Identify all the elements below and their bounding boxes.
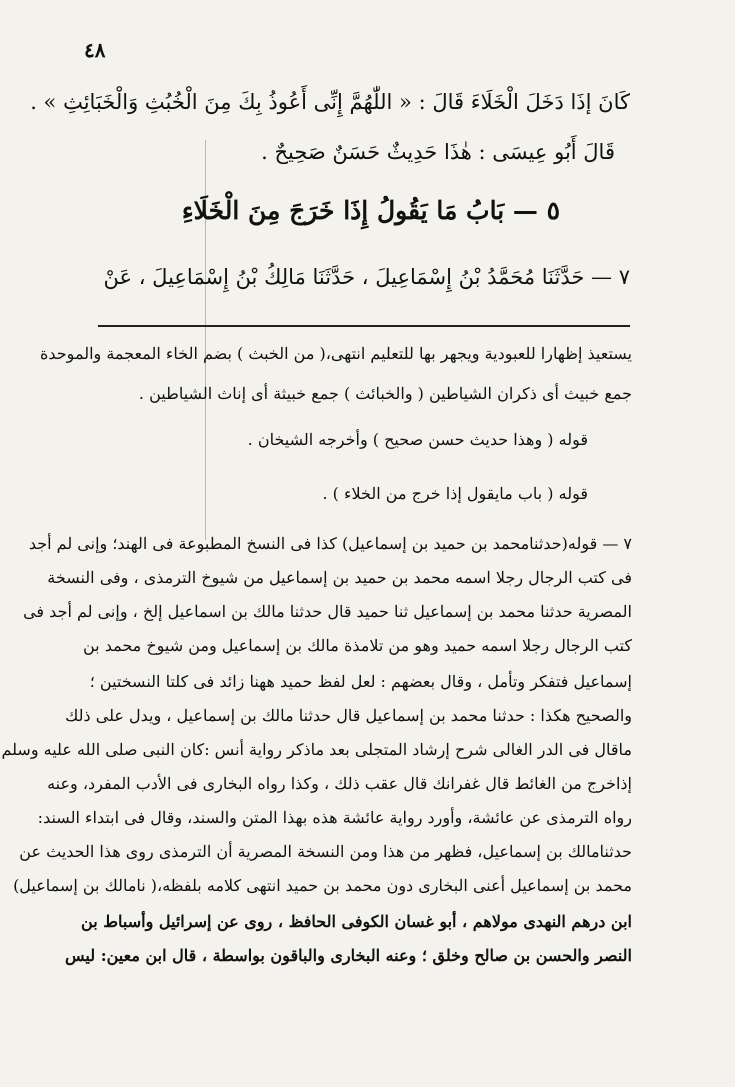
commentary-line: والصحيح هكذا : حدثنا محمد بن إسماعيل قال حدثنا مالك بن إسماعيل ، ويدل على ذلك	[65, 706, 632, 725]
commentary-line: يستعيذ إظهارا للعبودية ويجهر بها للتعليم انتهى،( من الخبث ) بضم الخاء المعجمة والموحدة	[40, 344, 632, 363]
commentary-line: محمد بن إسماعيل أعنى البخارى دون محمد بن حميد انتهى كلامه بلفظه،( نامالك بن إسماعيل)	[13, 876, 632, 895]
commentary-line: إسماعيل فتفكر وتأمل ، وقال بعضهم : لعل لفظ حميد ههنا زائد فى كلتا النسختين ؛	[89, 672, 632, 691]
commentary-line: فى كتب الرجال رجلا اسمه محمد بن حميد بن إسماعيل من شيوخ الترمذى ، وفى النسخة	[47, 568, 632, 587]
commentary-line: حدثنامالك بن إسماعيل، فظهر من هذا ومن النسخة المصرية أن الترمذى روى هذا الحديث عن	[19, 842, 632, 861]
chapter-heading: ٥ — بَابُ مَا يَقُولُ إِذَا خَرَجَ مِنَ الْخَلَاءِ	[181, 196, 560, 225]
hadith-isnad-line: ٧ — حَدَّثَنَا مُحَمَّدُ بْنُ إِسْمَاعِيلَ ، حَدَّثَنَا مَالِكُ بْنُ إِسْمَاعِيلَ ، عَنْ	[103, 265, 630, 289]
commentary-line: ابن درهم النهدى مولاهم ، أبو غسان الكوفى الحافظ ، روى عن إسرائيل وأسباط بن	[81, 912, 632, 931]
commentary-line: المصرية حدثنا محمد بن إسماعيل ثنا حميد قال حدثنا مالك بن اسماعيل إلخ ، وإنى لم أجد فى	[23, 602, 632, 621]
commentary-line: رواه الترمذى عن عائشة، وأورد رواية عائشة هذه بهذا المتن والسند، وقال فى ابتداء السند:	[37, 808, 632, 827]
hadith-grading-line: قَالَ أَبُو عِيسَى : هٰذَا حَدِيثٌ حَسَنٌ صَحِيحٌ .	[261, 140, 615, 164]
commentary-line: قوله ( باب مايقول إذا خرج من الخلاء ) .	[322, 484, 588, 503]
commentary-line: النصر والحسن بن صالح وخلق ؛ وعنه البخارى والباقون بواسطة ، قال ابن معين: ليس	[65, 946, 632, 965]
commentary-line: كتب الرجال رجلا اسمه حميد وهو من تلامذة مالك بن إسماعيل ومن شيوخ محمد بن	[82, 636, 632, 655]
commentary-line: جمع خبيث أى ذكران الشياطين ( والخبائث ) جمع خبيثة أى إناث الشياطين .	[138, 384, 632, 403]
footnote-divider	[98, 325, 630, 327]
page-number: ٤٨	[84, 38, 106, 62]
commentary-line: إذاخرج من الغائط قال غفرانك قال عقب ذلك ، وكذا رواه البخارى فى الأدب المفرد، وعنه	[47, 774, 632, 793]
commentary-line: قوله ( وهذا حديث حسن صحيح ) وأخرجه الشيخان .	[247, 430, 588, 449]
hadith-text-line-1: كَانَ إذَا دَخَلَ الْخَلَاءَ قَالَ : « اللّٰهُمَّ إِنِّى أَعُوذُ بِكَ مِنَ الْخُبُثِ وَالْخَبَائِثِ » .	[30, 90, 630, 114]
commentary-line: ٧ — قوله(حدثنامحمد بن حميد بن إسماعيل) كذا فى النسخ المطبوعة فى الهند؛ وإنى لم أجد	[28, 534, 632, 553]
commentary-line: ماقال فى الدر الغالى شرح إرشاد المتجلى بعد ماذكر رواية أنس :كان النبى صلى الله عليه وسلم	[1, 740, 632, 759]
